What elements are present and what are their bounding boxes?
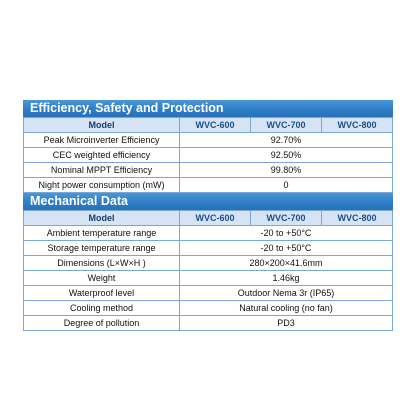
row-value: 92.70% — [180, 133, 393, 148]
row-value: Outdoor Nema 3r (IP65) — [180, 286, 393, 301]
mechanical-section-title: Mechanical Data — [23, 193, 393, 210]
model-header-wvc-600: WVC-600 — [180, 211, 251, 226]
row-value: 1.46kg — [180, 271, 393, 286]
row-value: 99.80% — [180, 163, 393, 178]
row-label: Dimensions (L×W×H ) — [24, 256, 180, 271]
row-value: Natural cooling (no fan) — [180, 301, 393, 316]
efficiency-section-title: Efficiency, Safety and Protection — [23, 100, 393, 117]
table-row — [24, 301, 393, 316]
table-row — [24, 256, 393, 271]
table-row — [24, 133, 393, 148]
table-row — [24, 241, 393, 256]
model-header-wvc-700: WVC-700 — [251, 118, 322, 133]
row-label: Peak Microinverter Efficiency — [24, 133, 180, 148]
table-row — [24, 148, 393, 163]
row-label: CEC weighted efficiency — [24, 148, 180, 163]
row-label: Waterproof level — [24, 286, 180, 301]
model-header-label: Model — [24, 211, 180, 226]
row-value: 280×200×41.6mm — [180, 256, 393, 271]
row-label: Ambient temperature range — [24, 226, 180, 241]
table-row — [24, 286, 393, 301]
table-row — [24, 163, 393, 178]
table-row — [24, 178, 393, 193]
row-value: PD3 — [180, 316, 393, 331]
spec-sheet — [23, 100, 393, 331]
mechanical-table — [23, 210, 393, 331]
row-label: Cooling method — [24, 301, 180, 316]
row-value: -20 to +50°C — [180, 241, 393, 256]
row-value: -20 to +50°C — [180, 226, 393, 241]
model-header-wvc-700: WVC-700 — [251, 211, 322, 226]
row-label: Degree of pollution — [24, 316, 180, 331]
table-row — [24, 316, 393, 331]
table-row — [24, 271, 393, 286]
mechanical-header-row — [24, 211, 393, 226]
row-label: Weight — [24, 271, 180, 286]
row-label: Nominal MPPT Efficiency — [24, 163, 180, 178]
efficiency-table — [23, 117, 393, 193]
model-header-wvc-800: WVC-800 — [322, 118, 393, 133]
row-value: 92.50% — [180, 148, 393, 163]
row-value: 0 — [180, 178, 393, 193]
table-row — [24, 226, 393, 241]
efficiency-header-row — [24, 118, 393, 133]
model-header-label: Model — [24, 118, 180, 133]
model-header-wvc-600: WVC-600 — [180, 118, 251, 133]
row-label: Night power consumption (mW) — [24, 178, 180, 193]
model-header-wvc-800: WVC-800 — [322, 211, 393, 226]
row-label: Storage temperature range — [24, 241, 180, 256]
